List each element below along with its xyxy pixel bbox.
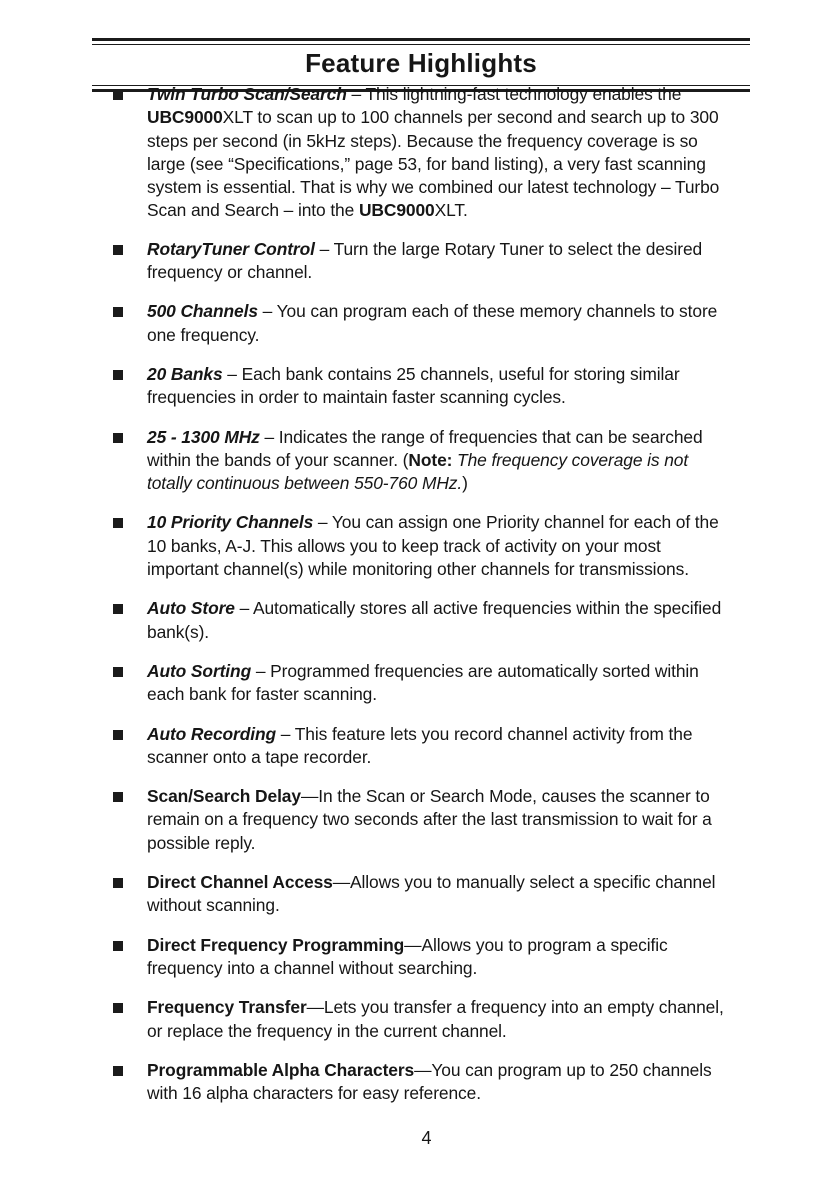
bullet-icon (113, 90, 123, 100)
list-item-text (147, 597, 733, 644)
feature-term: Frequency Transfer (147, 997, 307, 1018)
note-label: Note: (408, 449, 453, 470)
list-item-frequency-range (113, 426, 733, 496)
feature-desc: – This lightning-fast technology enables the (346, 84, 682, 104)
bullet-icon (113, 792, 123, 802)
bullet-icon (113, 941, 123, 951)
feature-term: Direct Frequency Programming (147, 934, 405, 955)
feature-desc: – Programmed frequencies are automatically sorted within each bank for faster scanning. (147, 660, 699, 705)
feature-term: Twin Turbo Scan/Search (147, 84, 347, 104)
list-item-text (147, 363, 733, 410)
feature-desc: XLT. (434, 200, 468, 221)
list-item-text (147, 934, 733, 981)
feature-desc: —You can program up to 250 channels with 16 alpha characters for easy reference. (147, 1059, 712, 1104)
list-item-text (147, 1059, 733, 1106)
list-item-text (147, 511, 733, 581)
bullet-icon (113, 518, 123, 528)
feature-desc: – Turn the large Rotary Tuner to select the desired frequency or channel. (147, 238, 703, 283)
list-item-500-channels (113, 300, 733, 347)
page-number: 4 (421, 1128, 432, 1148)
feature-desc: – You can assign one Priority channel for each of the 10 banks, A-J. This allows you to keep track of activity on your most important channel(s) while monitoring other channels for transmissions. (147, 512, 719, 580)
page-title: Feature Highlights (305, 48, 537, 78)
feature-term: 20 Banks (147, 363, 223, 384)
list-item-rotary-tuner (113, 238, 733, 285)
feature-desc: – Automatically stores all active frequencies within the specified bank(s). (147, 598, 722, 642)
bullet-icon (113, 667, 123, 677)
feature-term: Auto Store (147, 598, 235, 619)
list-item-text (147, 723, 733, 770)
header-rule-top-thin (92, 44, 750, 45)
feature-term: 500 Channels (147, 301, 258, 322)
list-item-direct-frequency-programming (113, 934, 733, 981)
list-item-priority-channels (113, 511, 733, 581)
feature-desc: —Lets you transfer a frequency into an empty channel, or replace the frequency in the current channel. (147, 997, 724, 1041)
bullet-icon (113, 433, 123, 443)
feature-term: Programmable Alpha Characters (147, 1059, 415, 1080)
feature-desc: —Allows you to program a specific frequency into a channel without searching. (147, 934, 668, 978)
list-item-auto-store (113, 597, 733, 644)
list-item-text (147, 300, 733, 347)
feature-desc: – Each bank contains 25 channels, useful for storing similar frequencies in order to maintain faster scanning cycles. (147, 363, 680, 408)
list-item-text (147, 83, 733, 223)
feature-desc: XLT to scan up to 100 channels per second and search up to 300 steps per second (in 5kHz steps). Because the frequency coverage is so large (see “Specifications,” page 53, for band listing), a very fast scanning system is essential. That is why we combined our latest technology – Turbo Scan and Search – into the (147, 107, 720, 221)
feature-term: Direct Channel Access (147, 872, 333, 893)
list-item-auto-recording (113, 723, 733, 770)
feature-list (113, 83, 733, 1121)
feature-desc: – You can program each of these memory channels to store one frequency. (147, 301, 718, 345)
feature-desc: —In the Scan or Search Mode, causes the scanner to remain on a frequency two seconds after the last transmission to wait for a possible reply. (147, 786, 712, 853)
feature-term: Auto Recording (147, 723, 277, 744)
list-item-auto-sorting (113, 660, 733, 707)
list-item-text (147, 660, 733, 707)
bullet-icon (113, 730, 123, 740)
feature-term: 10 Priority Channels (147, 512, 314, 533)
header-rule-top (92, 38, 750, 41)
bullet-icon (113, 245, 123, 255)
model-name: UBC9000 (147, 107, 223, 128)
bullet-icon (113, 878, 123, 888)
feature-term: RotaryTuner Control (147, 238, 315, 259)
list-item-text (147, 996, 733, 1043)
list-item-text (147, 426, 733, 496)
list-item-20-banks (113, 363, 733, 410)
list-item-direct-channel-access (113, 871, 733, 918)
list-item-scan-search-delay (113, 785, 733, 855)
list-item-frequency-transfer (113, 996, 733, 1043)
feature-desc: —Allows you to manually select a specific channel without scanning. (147, 872, 716, 916)
bullet-icon (113, 370, 123, 380)
list-item-text (147, 785, 733, 855)
note-close: ) (462, 473, 468, 494)
bullet-icon (113, 1003, 123, 1013)
feature-term: 25 - 1300 MHz (147, 426, 260, 447)
feature-term: Auto Sorting (147, 660, 252, 681)
bullet-icon (113, 1066, 123, 1076)
feature-desc: – Indicates the range of frequencies that can be searched within the bands of your scanner. ( (147, 426, 703, 470)
note-text: The frequency coverage is not totally continuous between 550-760 MHz. (147, 449, 689, 494)
feature-term: Scan/Search Delay (147, 786, 301, 807)
list-item-text (147, 871, 733, 918)
bullet-icon (113, 307, 123, 317)
list-item-alpha-characters (113, 1059, 733, 1106)
bullet-icon (113, 604, 123, 614)
list-item-text (147, 238, 733, 285)
model-name: UBC9000 (358, 200, 435, 221)
feature-desc: – This feature lets you record channel activity from the scanner onto a tape recorder. (147, 723, 693, 767)
list-item-twin-turbo (113, 83, 733, 223)
